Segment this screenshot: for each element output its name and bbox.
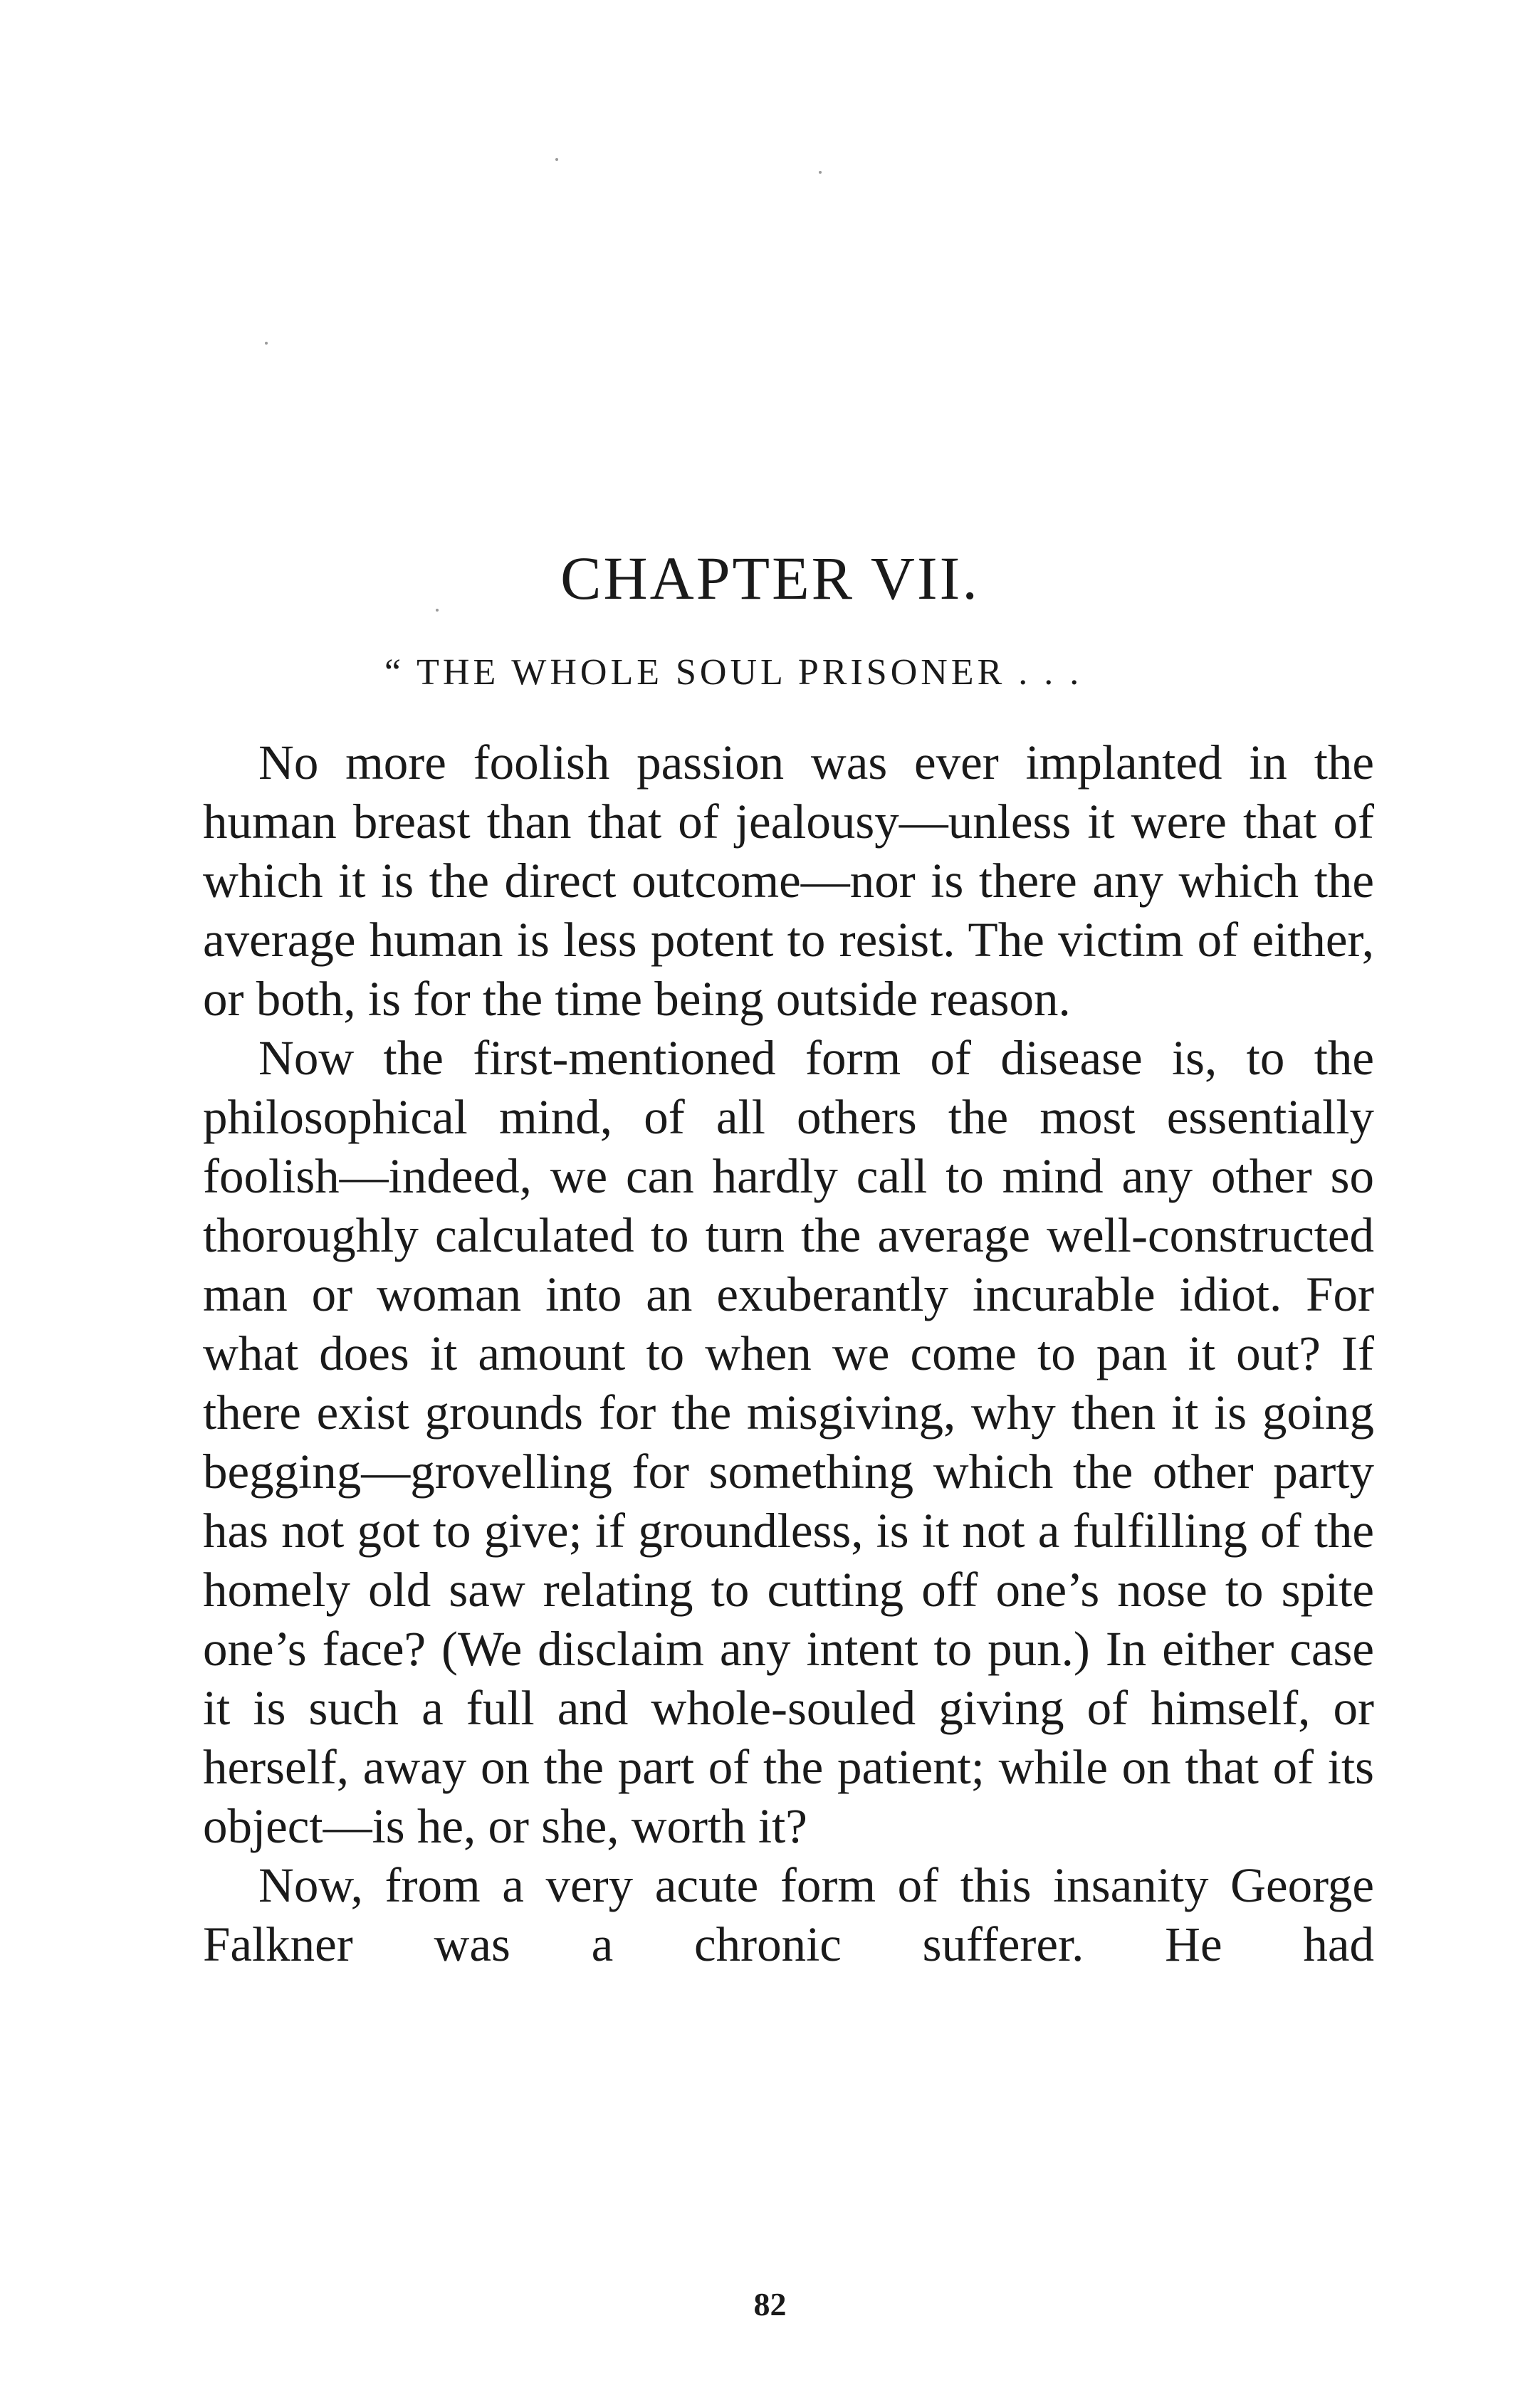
chapter-subtitle: “ THE WHOLE SOUL PRISONER . . . [384,652,1083,693]
body-text [203,733,1374,1974]
chapter-title: CHAPTER VII. [560,544,980,612]
print-speck [555,158,558,161]
paragraph-1: No more foolish passion was ever implanted in the human breast than that of jealousy—unless it were that of which it is the direct outcome—nor is there any which the average human is less potent to resist. The victim of either, or both, is for the time being outside reason. [203,735,1374,1026]
paragraph-3: Now, from a very acute form of this insanity George Falkner was a chronic sufferer. He had [203,1858,1374,1971]
print-speck [819,171,822,174]
paragraph-2: Now the first-mentioned form of disease is, to the philosophical mind, of all others the most essentially foolish—indeed, we can hardly call to mind any other so thoroughly calculated to turn the average well-constructed man or woman into an exuberantly incurable idiot. For what does it amount to when we come to pan it out? If there exist grounds for the misgiving, why then it is going begging—grovelling for something which the other party has not got to give; if groundless, is it not a fulfilling of the homely old saw relating to cutting off one’s nose to spite one’s face? (We disclaim any intent to pun.) In either case it is such a full and whole-souled giving of himself, or herself, away on the part of the patient; while on that of its object—is he, or she, worth it? [203,1031,1374,1853]
page-number: 82 [753,2286,787,2322]
print-speck [265,342,268,345]
